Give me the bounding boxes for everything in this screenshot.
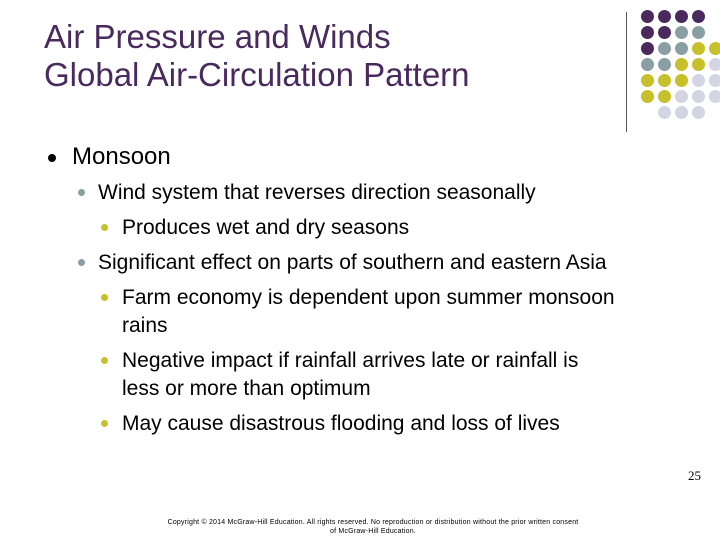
dot: [692, 58, 705, 71]
slide-title: [44, 18, 604, 94]
title-line-2: Global Air-Circulation Pattern: [44, 56, 470, 93]
item-disastrous-flooding: May cause disastrous flooding and loss of lives: [122, 412, 560, 435]
dot: [709, 90, 720, 103]
dot: [658, 26, 671, 39]
dot: [675, 10, 688, 23]
dot: [709, 74, 720, 87]
dot: [692, 74, 705, 87]
dot: [658, 58, 671, 71]
dot: [675, 26, 688, 39]
dot: [692, 42, 705, 55]
dot: [675, 106, 688, 119]
dot: [641, 74, 654, 87]
dot: [658, 90, 671, 103]
item-negative-impact: Negative impact if rainfall arrives late or rainfall is: [122, 349, 579, 372]
bullet-level-3: [101, 224, 108, 231]
bullet-level-2: [78, 189, 85, 196]
dot: [709, 58, 720, 71]
dot: [692, 10, 705, 23]
dot: [641, 26, 654, 39]
dot: [692, 26, 705, 39]
bullet-level-3: [101, 294, 108, 301]
dot: [675, 90, 688, 103]
item-significant-effect: Significant effect on parts of southern and eastern Asia: [98, 251, 607, 274]
divider-line: [626, 12, 627, 132]
item-farm-economy-cont: rains: [122, 314, 168, 337]
bullet-level-3: [101, 420, 108, 427]
dot: [675, 42, 688, 55]
dot: [658, 74, 671, 87]
dot: [692, 106, 705, 119]
dot: [658, 106, 671, 119]
item-wind-system: Wind system that reverses direction seasonally: [98, 181, 536, 204]
dot: [658, 42, 671, 55]
dot: [692, 90, 705, 103]
bullet-level-1: [48, 154, 56, 162]
bullet-monsoon: Monsoon: [72, 143, 171, 170]
title-line-1: Air Pressure and Winds: [44, 18, 391, 55]
dot: [675, 74, 688, 87]
dot: [641, 90, 654, 103]
copyright-notice: [138, 518, 608, 536]
item-wet-dry-seasons: Produces wet and dry seasons: [122, 216, 410, 239]
item-farm-economy: Farm economy is dependent upon summer monsoon: [122, 286, 615, 309]
dot: [709, 42, 720, 55]
page-number: 25: [688, 468, 701, 483]
copyright-line-2: of McGraw-Hill Education.: [330, 528, 416, 535]
dot: [658, 10, 671, 23]
item-negative-impact-cont: less or more than optimum: [122, 377, 371, 400]
dot: [641, 58, 654, 71]
bullet-level-2: [78, 259, 85, 266]
dot: [675, 58, 688, 71]
dot: [641, 42, 654, 55]
copyright-line-1: Copyright © 2014 McGraw-Hill Education. All rights reserved. No reproduction or distribution without the prior written consent: [167, 519, 579, 526]
bullet-level-3: [101, 357, 108, 364]
dot: [641, 10, 654, 23]
decorative-dot-grid: [638, 10, 718, 120]
